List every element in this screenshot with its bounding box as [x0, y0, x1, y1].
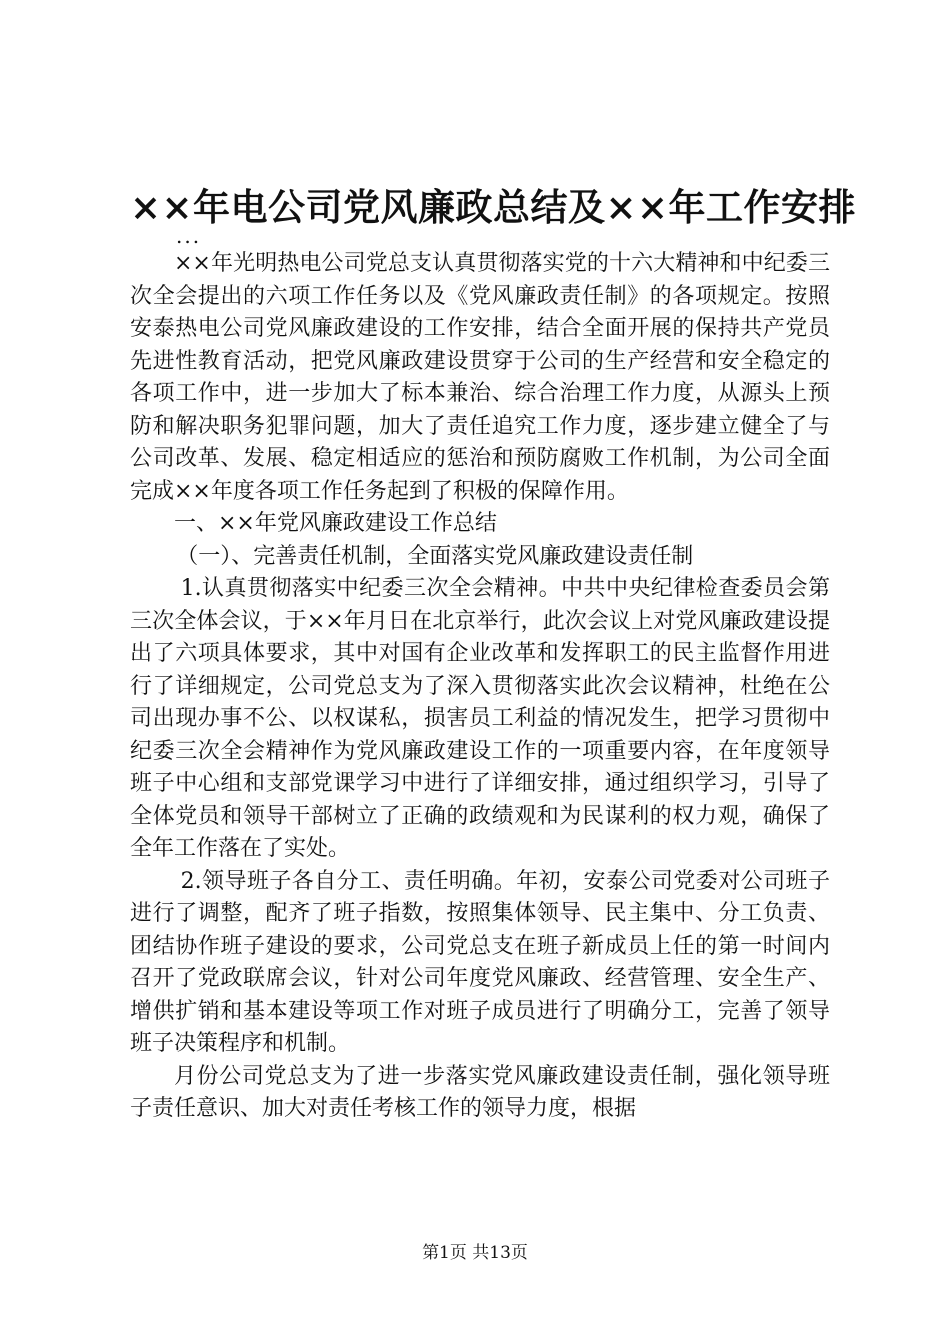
page-number: 第1页 [422, 1243, 467, 1263]
intro-paragraph: ××年光明热电公司党总支认真贯彻落实党的十六大精神和中纪委三次全会提出的六项工作任务以及《党风廉政责任制》的各项规定。按照安泰热电公司党风廉政建设的工作安排，结合全面开展的保持共产党员先进性教育活动，把党风廉政建设贯穿于公司的生产经营和安全稳定的各项工作中，进一步加大了标本兼治、综合治理工作力度，从源头上预防和解决职务犯罪问题，加大了责任追究工作力度，逐步建立健全了与公司改革、发展、稳定相适应的惩治和预防腐败工作机制，为公司全面完成××年度各项工作任务起到了积极的保障作用。 [130, 251, 830, 504]
title-ellipsis: ... [176, 224, 202, 248]
document-title: ××年电公司党风廉政总结及××年工作安排 [130, 185, 857, 229]
document-body [130, 248, 830, 1126]
page-footer [0, 1241, 950, 1265]
item-paragraph-1: 1.认真贯彻落实中纪委三次全会精神。中共中央纪律检查委员会第三次全体会议，于××年月日在北京举行，此次会议上对党风廉政建设提出了六项具体要求，其中对国有企业改革和发挥职工的民主监督作用进行了详细规定，公司党总支为了深入贯彻落实此次会议精神，杜绝在公司出现办事不公、以权谋私，损害员工利益的情况发生，把学习贯彻中纪委三次全会精神作为党风廉政建设工作的一项重要内容，在年度领导班子中心组和支部党课学习中进行了详细安排，通过组织学习，引导了全体党员和领导干部树立了正确的政绩观和为民谋利的权力观，确保了全年工作落在了实处。 [130, 576, 830, 861]
body-paragraph: 月份公司党总支为了进一步落实党风廉政建设责任制，强化领导班子责任意识、加大对责任考核工作的领导力度，根据 [130, 1063, 830, 1121]
section-heading: 一、××年党风廉政建设工作总结 [174, 511, 497, 536]
item-paragraph-2: 2.领导班子各自分工、责任明确。年初，安泰公司党委对公司班子进行了调整，配齐了班子指数，按照集体领导、民主集中、分工负责、团结协作班子建设的要求，公司党总支在班子新成员上任的第一时间内召开了党政联席会议，针对公司年度党风廉政、经营管理、安全生产、增供扩销和基本建设等项工作对班子成员进行了明确分工，完善了领导班子决策程序和机制。 [130, 868, 830, 1056]
subsection-heading: （一）、完善责任机制，全面落实党风廉政建设责任制 [176, 543, 694, 569]
page-total: 共13页 [472, 1243, 528, 1263]
